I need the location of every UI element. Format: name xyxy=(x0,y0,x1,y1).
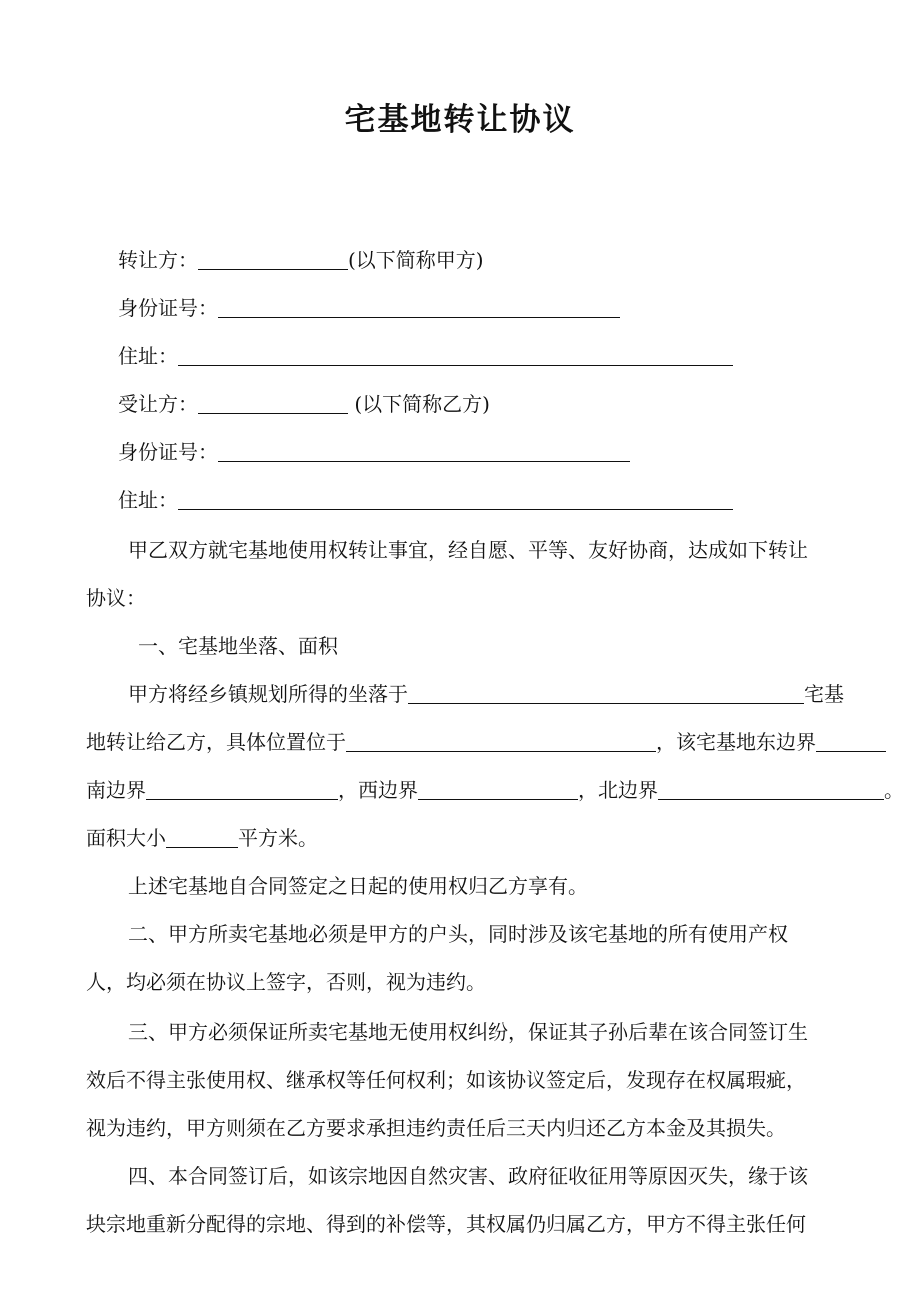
transferee-line xyxy=(118,390,490,418)
transferee-id-blank[interactable] xyxy=(218,439,630,462)
period: 。 xyxy=(884,778,904,802)
north-boundary-blank[interactable] xyxy=(658,777,884,800)
section-1-para-line-2 xyxy=(86,728,886,756)
transferor-name-blank[interactable] xyxy=(198,247,348,270)
transferee-address-label: 住址： xyxy=(118,488,178,512)
section-1-heading: 一、宅基地坐落、面积 xyxy=(138,634,338,658)
west-boundary-blank[interactable] xyxy=(418,777,578,800)
area-blank[interactable] xyxy=(166,825,238,848)
location-blank[interactable] xyxy=(408,681,804,704)
section-1-para-line-4 xyxy=(86,824,318,852)
position-blank[interactable] xyxy=(346,729,656,752)
transferee-note: (以下简称乙方) xyxy=(348,392,490,416)
transferor-note: (以下简称甲方) xyxy=(348,248,484,272)
section-4-line-2: 块宗地重新分配得的宗地、得到的补偿等，其权属仍归属乙方，甲方不得主张任何 xyxy=(86,1212,806,1236)
transferor-id-line xyxy=(118,294,620,322)
transferor-label: 转让方： xyxy=(118,248,198,272)
south-boundary-label: 南边界 xyxy=(86,778,146,802)
section-1-para-line-5: 上述宅基地自合同签定之日起的使用权归乙方享有。 xyxy=(128,874,588,898)
intro-line-2: 协议： xyxy=(86,586,146,610)
section-4-line-1: 四、本合同签订后，如该宗地因自然灾害、政府征收征用等原因灭失，缘于该 xyxy=(128,1164,808,1188)
section-3-line-2: 效后不得主张使用权、继承权等任何权利；如该协议签定后，发现存在权属瑕疵， xyxy=(86,1068,806,1092)
transferee-name-blank[interactable] xyxy=(198,391,348,414)
transferor-id-label: 身份证号： xyxy=(118,296,218,320)
section-3-line-1: 三、甲方必须保证所卖宅基地无使用权纠纷，保证其子孙后辈在该合同签订生 xyxy=(128,1020,808,1044)
section-3-line-3: 视为违约，甲方则须在乙方要求承担违约责任后三天内归还乙方本金及其损失。 xyxy=(86,1116,786,1140)
transferee-address-line xyxy=(118,486,733,514)
area-unit: 平方米。 xyxy=(238,826,318,850)
transferor-address-line xyxy=(118,342,733,370)
area-label: 面积大小 xyxy=(86,826,166,850)
transferee-id-label: 身份证号： xyxy=(118,440,218,464)
section-1-para-line-3 xyxy=(86,776,904,804)
section-1-para-line-1 xyxy=(128,680,844,708)
south-boundary-blank[interactable] xyxy=(146,777,338,800)
section-2-line-2: 人，均必须在协议上签字，否则，视为违约。 xyxy=(86,970,486,994)
east-boundary-label: ，该宅基地东边界 xyxy=(656,730,816,754)
transferor-address-label: 住址： xyxy=(118,344,178,368)
location-prefix: 甲方将经乡镇规划所得的坐落于 xyxy=(128,682,408,706)
position-prefix: 地转让给乙方，具体位置位于 xyxy=(86,730,346,754)
transferee-label: 受让方： xyxy=(118,392,198,416)
location-suffix: 宅基 xyxy=(804,682,844,706)
transferor-line xyxy=(118,246,484,274)
intro-line-1: 甲乙双方就宅基地使用权转让事宜，经自愿、平等、友好协商，达成如下转让 xyxy=(128,538,808,562)
transferee-id-line xyxy=(118,438,630,466)
section-2-line-1: 二、甲方所卖宅基地必须是甲方的户头，同时涉及该宅基地的所有使用产权 xyxy=(128,922,788,946)
transferee-address-blank[interactable] xyxy=(178,487,733,510)
north-boundary-label: ，北边界 xyxy=(578,778,658,802)
west-boundary-label: ，西边界 xyxy=(338,778,418,802)
transferor-address-blank[interactable] xyxy=(178,343,733,366)
east-boundary-blank[interactable] xyxy=(816,729,886,752)
document-title: 宅基地转让协议 xyxy=(344,102,576,138)
transferor-id-blank[interactable] xyxy=(218,295,620,318)
